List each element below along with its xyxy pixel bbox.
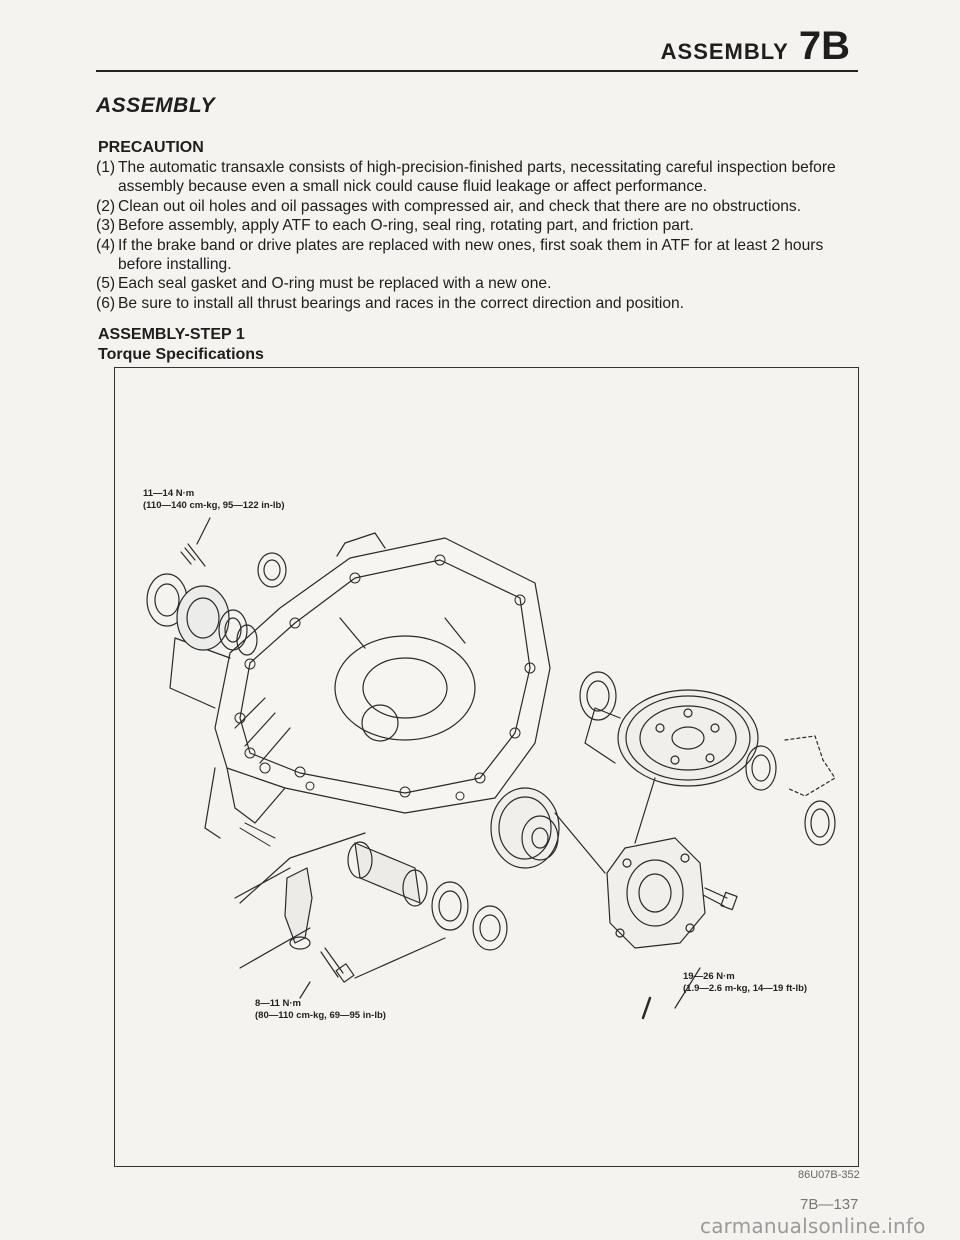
list-text: If the brake band or drive plates are replaced with new ones, first soak them in ATF for at least 2 hours before installing.	[118, 236, 824, 274]
torque-2-nm: 8—11 N·m	[255, 998, 301, 1009]
list-text: Be sure to install all thrust bearings and races in the correct direction and position.	[118, 294, 685, 312]
exploded-diagram-figure	[114, 367, 859, 1167]
page-header	[96, 22, 858, 72]
lever-and-bolt	[235, 868, 354, 982]
list-number: (1)	[96, 159, 116, 176]
step-subheading: Torque Specifications	[98, 346, 264, 363]
transaxle-case	[170, 533, 550, 846]
list-item	[96, 158, 862, 197]
output-shaft-assembly	[240, 833, 507, 978]
list-number: (6)	[96, 294, 116, 312]
torque-callout-1	[143, 488, 285, 512]
torque-callout-2	[255, 998, 386, 1022]
list-item	[96, 216, 862, 235]
torque-2-alt: (80—110 cm-kg, 69—95 in-lb)	[255, 1010, 386, 1021]
differential-assembly	[580, 672, 835, 845]
torque-3-nm: 19—26 N·m	[683, 971, 735, 982]
precaution-heading: PRECAUTION	[98, 139, 204, 156]
list-text: Each seal gasket and O-ring must be replaced with a new one.	[118, 275, 552, 293]
step-heading: ASSEMBLY-STEP 1	[98, 326, 245, 343]
header-text	[661, 26, 850, 66]
step-heading-block	[98, 325, 264, 365]
torque-3-alt: (1.9—2.6 m-kg, 14—19 ft-lb)	[683, 983, 808, 994]
list-text: The automatic transaxle consists of high-precision-finished parts, necessitating careful inspection before assembly because even a small nick could cause fluid leakage or affect performance.	[118, 159, 836, 196]
torque-1-nm: 11—14 N·m	[143, 488, 195, 499]
list-item	[96, 236, 862, 275]
precaution-list	[96, 158, 862, 313]
list-number: (3)	[96, 217, 116, 235]
leader-line-1	[197, 518, 210, 544]
header-section-word: ASSEMBLY	[660, 39, 789, 64]
torque-callout-3	[683, 971, 807, 995]
leader-line-3	[643, 998, 650, 1018]
list-item	[96, 197, 862, 216]
figure-id: 86U07B-352	[798, 1169, 860, 1181]
list-text: Before assembly, apply ATF to each O-ring, seal ring, rotating part, and friction part.	[118, 217, 694, 235]
header-section-code: 7B	[798, 24, 850, 68]
page-title: ASSEMBLY	[96, 94, 216, 117]
list-item	[96, 294, 862, 313]
watermark-text: carmanualsonline.info	[700, 1214, 926, 1238]
list-number: (5)	[96, 275, 116, 293]
leader-line-2	[300, 982, 310, 998]
list-number: (4)	[96, 236, 116, 254]
idler-gear	[491, 788, 559, 868]
list-number: (2)	[96, 197, 116, 215]
torque-1-alt: (110—140 cm-kg, 95—122 in-lb)	[143, 500, 285, 511]
list-text: Clean out oil holes and oil passages with compressed air, and check that there are no obstructions.	[118, 197, 802, 215]
page-number: 7B—137	[800, 1196, 859, 1213]
list-item	[96, 274, 862, 293]
